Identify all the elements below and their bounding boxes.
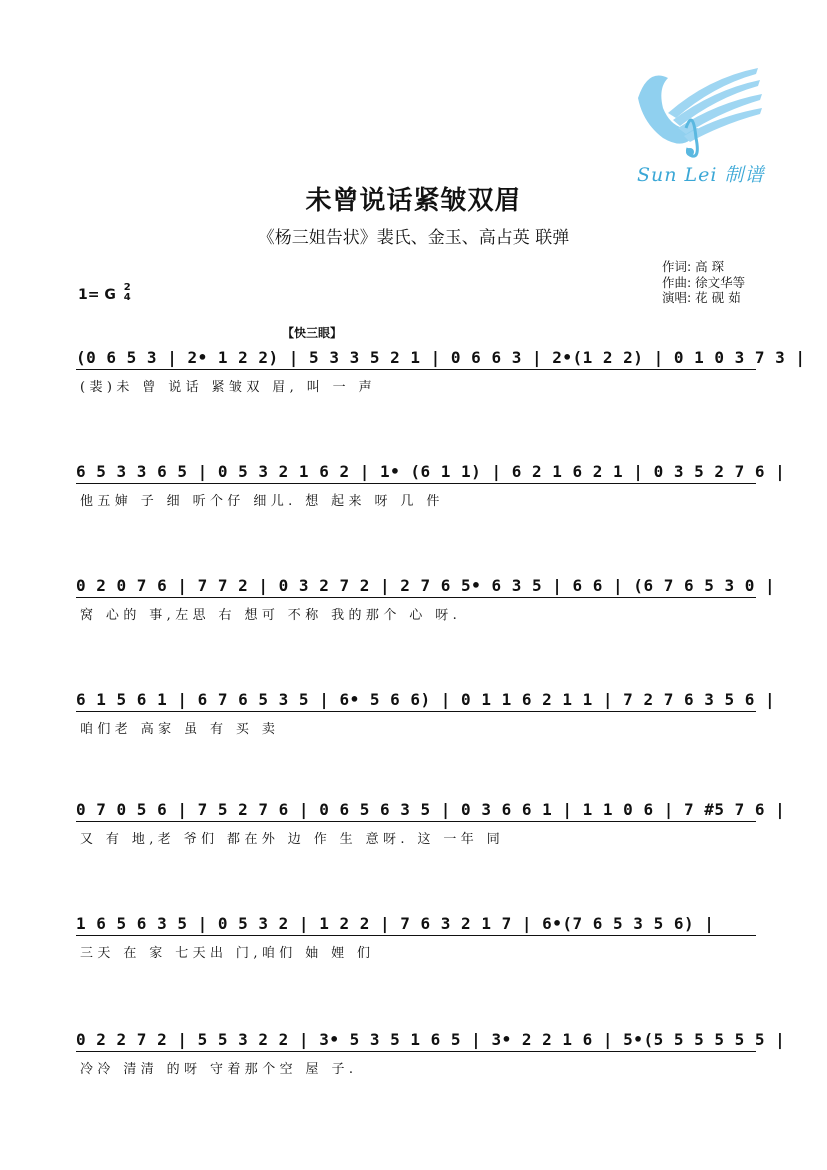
- page-title: 未曾说话紧皱双眉: [305, 186, 522, 216]
- score-line-1: [0, 348, 827, 408]
- lyrics-line: 他五婶 子 细 听个仔 细儿. 想 起来 呀 几 件: [80, 494, 444, 509]
- score-line-2: [0, 462, 827, 522]
- time-sig-top: 2: [123, 282, 131, 293]
- notation-line: 1 6 5 6 3 5 | 0 5 3 2 | 1 2 2 | 7 6 3 2 1 7 | 6•(7 6 5 3 5 6) |: [76, 914, 715, 933]
- time-sig-bottom: 4: [123, 292, 131, 303]
- notation-line: 6 5 3 3 6 5 | 0 5 3 2 1 6 2 | 1• (6 1 1) | 6 2 1 6 2 1 | 0 3 5 2 7 6 |: [76, 462, 786, 481]
- notation-line: 0 2 2 7 2 | 5 5 3 2 2 | 3• 5 3 5 1 6 5 | 3• 2 2 1 6 | 5•(5 5 5 5 5 5 |: [76, 1030, 786, 1049]
- score-line-3: [0, 576, 827, 636]
- credit-composer: 作曲: 徐文华等: [662, 274, 746, 290]
- time-signature: [124, 283, 131, 303]
- notation-line: 0 2 0 7 6 | 7 7 2 | 0 3 2 7 2 | 2 7 6 5• 6 3 5 | 6 6 | (6 7 6 5 3 0 |: [76, 576, 776, 595]
- notation-line: 6 1 5 6 1 | 6 7 6 5 3 5 | 6• 5 6 6) | 0 1 1 6 2 1 1 | 7 2 7 6 3 5 6 |: [76, 690, 776, 709]
- credit-lyricist: 作词: 高 琛: [662, 259, 725, 274]
- notation-line: (0 6 5 3 | 2• 1 2 2) | 5 3 3 5 2 1 | 0 6 6 3 | 2•(1 2 2) | 0 1 0 3 7 3 |: [76, 348, 806, 367]
- lyrics-line: 窝 心的 事,左思 右 想可 不称 我的那个 心 呀.: [80, 608, 462, 623]
- tempo-mark: 【快三眼】: [282, 326, 343, 340]
- score-line-7: [0, 1030, 827, 1090]
- score-line-6: [0, 914, 827, 974]
- lyrics-line: (裴)未 曾 说话 紧皱双 眉, 叫 一 声: [80, 380, 377, 395]
- page-subtitle: 《杨三姐告状》裴氏、金玉、高占英 联弹: [257, 228, 570, 248]
- lyrics-line: 咱们老 高家 虽 有 买 卖: [80, 722, 280, 737]
- key-signature: [78, 282, 131, 305]
- key-label: 1= G: [78, 287, 116, 303]
- lyrics-line: 又 有 地,老 爷们 都在外 边 作 生 意呀. 这 一年 同: [80, 832, 505, 847]
- credit-singer: 演唱: 花 砚 茹: [662, 290, 741, 305]
- score-line-5: [0, 800, 827, 860]
- lyrics-line: 三天 在 家 七天出 门,咱们 妯 娌 们: [80, 946, 375, 961]
- lyrics-line: 冷冷 清清 的呀 守着那个空 屋 子.: [80, 1062, 358, 1077]
- logo-text: Sun Lei 制谱: [637, 164, 765, 186]
- notation-line: 0 7 0 5 6 | 7 5 2 7 6 | 0 6 5 6 3 5 | 0 3 6 6 1 | 1 1 0 6 | 7 #5 7 6 |: [76, 800, 786, 819]
- credits: [662, 259, 745, 306]
- score-line-4: [0, 690, 827, 750]
